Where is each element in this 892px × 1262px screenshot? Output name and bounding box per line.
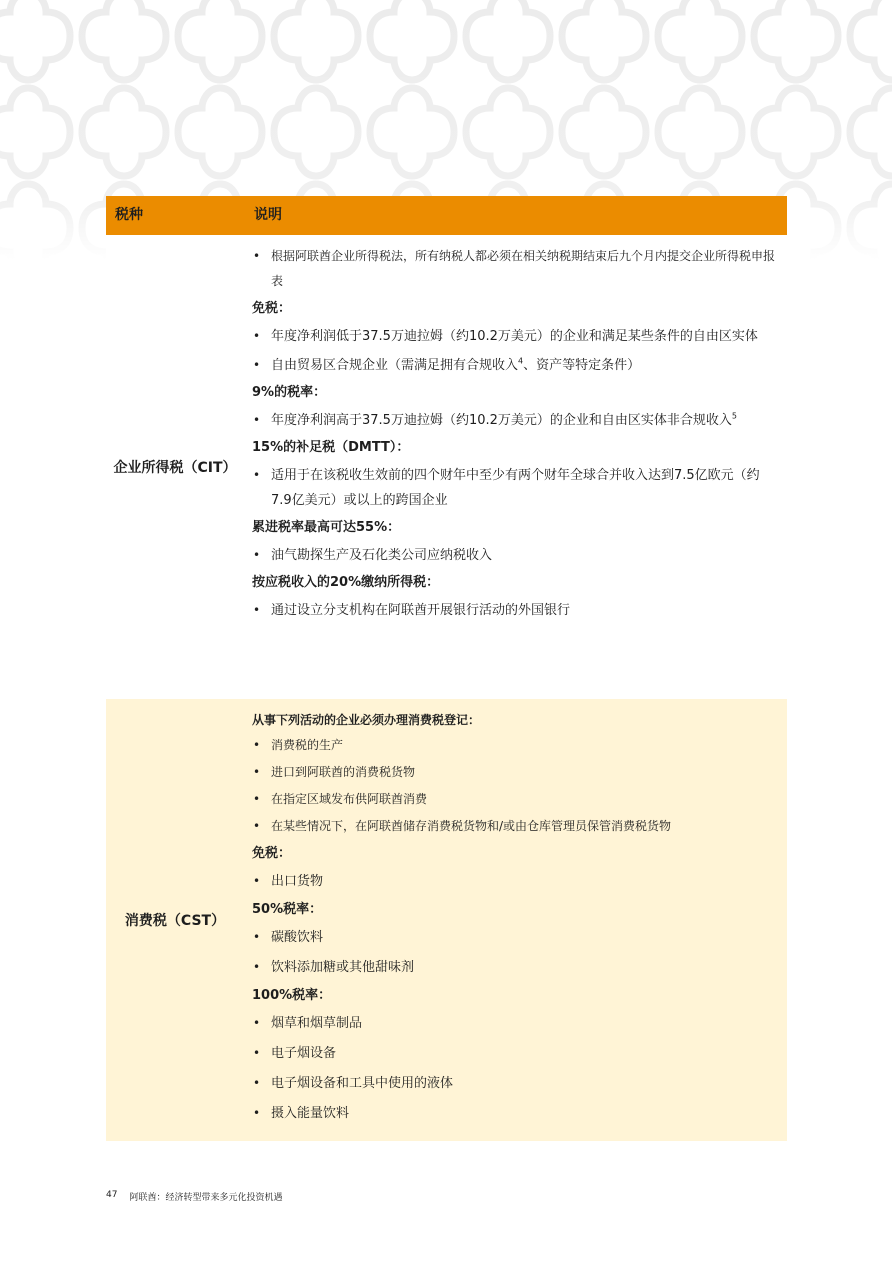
cst-rate50-heading: 50%税率： — [252, 902, 323, 917]
cst-registration-heading: 从事下列活动的企业必须办理消费税登记： — [252, 713, 481, 727]
cit-exempt-heading: 免税： — [252, 301, 292, 316]
table-row-cit — [106, 235, 787, 699]
cst-registration-item: • 消费税的生产 — [252, 733, 779, 758]
cit-dmtt-heading: 15%的补足税（DMTT）： — [252, 440, 410, 455]
cst-exempt-item: • 出口货物 — [252, 869, 779, 894]
cst-rate50-item: • 饮料添加糖或其他甜味剂 — [252, 955, 779, 980]
cit-progressive-item: • 油气勘探生产及石化类公司应纳税收入 — [252, 543, 779, 568]
cst-rate100-item: • 电子烟设备 — [252, 1041, 779, 1066]
cst-rate50-item: • 碳酸饮料 — [252, 925, 779, 950]
cit-progressive-heading: 累进税率最高可达55%： — [252, 520, 401, 535]
cst-registration-item: • 在指定区域发布供阿联酋消费 — [252, 787, 779, 812]
cst-rate100-heading: 100%税率： — [252, 988, 332, 1003]
header-description: 说明 — [254, 207, 282, 223]
cst-rate100-item: • 摄入能量饮料 — [252, 1101, 779, 1126]
cit-filing-item: • 根据阿联酋企业所得税法，所有纳税人都必须在相关纳税期结束后九个月内提交企业所得税申报表 — [252, 244, 779, 294]
header-tax-type: 税种 — [115, 207, 143, 223]
cit-exempt-2-text: 自由贸易区合规企业（需满足拥有合规收入 — [271, 358, 519, 373]
footnote-4: 4 — [518, 356, 524, 366]
cit-bank-heading: 按应税收入的20%缴纳所得税： — [252, 575, 440, 590]
cit-exempt-2-tail: 、资产等特定条件） — [523, 358, 641, 373]
cst-registration-item: • 进口到阿联酋的消费税货物 — [252, 760, 779, 785]
cst-rate100-item: • 烟草和烟草制品 — [252, 1011, 779, 1036]
cst-tax-name: 消费税（CST） — [124, 913, 226, 929]
cit-rate9-heading: 9%的税率： — [252, 385, 327, 400]
cit-dmtt-item: • 适用于在该税收生效前的四个财年中至少有两个财年全球合并收入达到7.5亿欧元（约7.9亿美元）或以上的跨国企业 — [252, 463, 779, 513]
table-header — [106, 196, 787, 235]
tax-table — [106, 196, 787, 1141]
cit-bank-item: • 通过设立分支机构在阿联酋开展银行活动的外国银行 — [252, 598, 779, 623]
cst-registration-item: • 在某些情况下，在阿联酋储存消费税货物和/或由仓库管理员保管消费税货物 — [252, 814, 779, 839]
cit-rate9-text: 年度净利润高于37.5万迪拉姆（约10.2万美元）的企业和自由区实体非合规收入 — [271, 413, 732, 428]
cit-exempt-item-1: • 年度净利润低于37.5万迪拉姆（约10.2万美元）的企业和满足某些条件的自由区实体 — [252, 324, 779, 349]
cit-tax-name: 企业所得税（CIT） — [113, 460, 237, 476]
footnote-5: 5 — [731, 411, 737, 421]
cst-rate100-item: • 电子烟设备和工具中使用的液体 — [252, 1071, 779, 1096]
cst-description — [244, 699, 787, 1141]
cst-exempt-heading: 免税： — [252, 846, 292, 861]
page-footer — [106, 1190, 282, 1203]
cit-exempt-item-2 — [252, 353, 779, 378]
table-row-cst — [106, 699, 787, 1141]
cit-description — [244, 235, 787, 699]
document-title: 阿联酋：经济转型带来多元化投资机遇 — [129, 1193, 283, 1203]
cit-rate9-item — [252, 408, 779, 433]
page-number: 47 — [106, 1190, 118, 1200]
